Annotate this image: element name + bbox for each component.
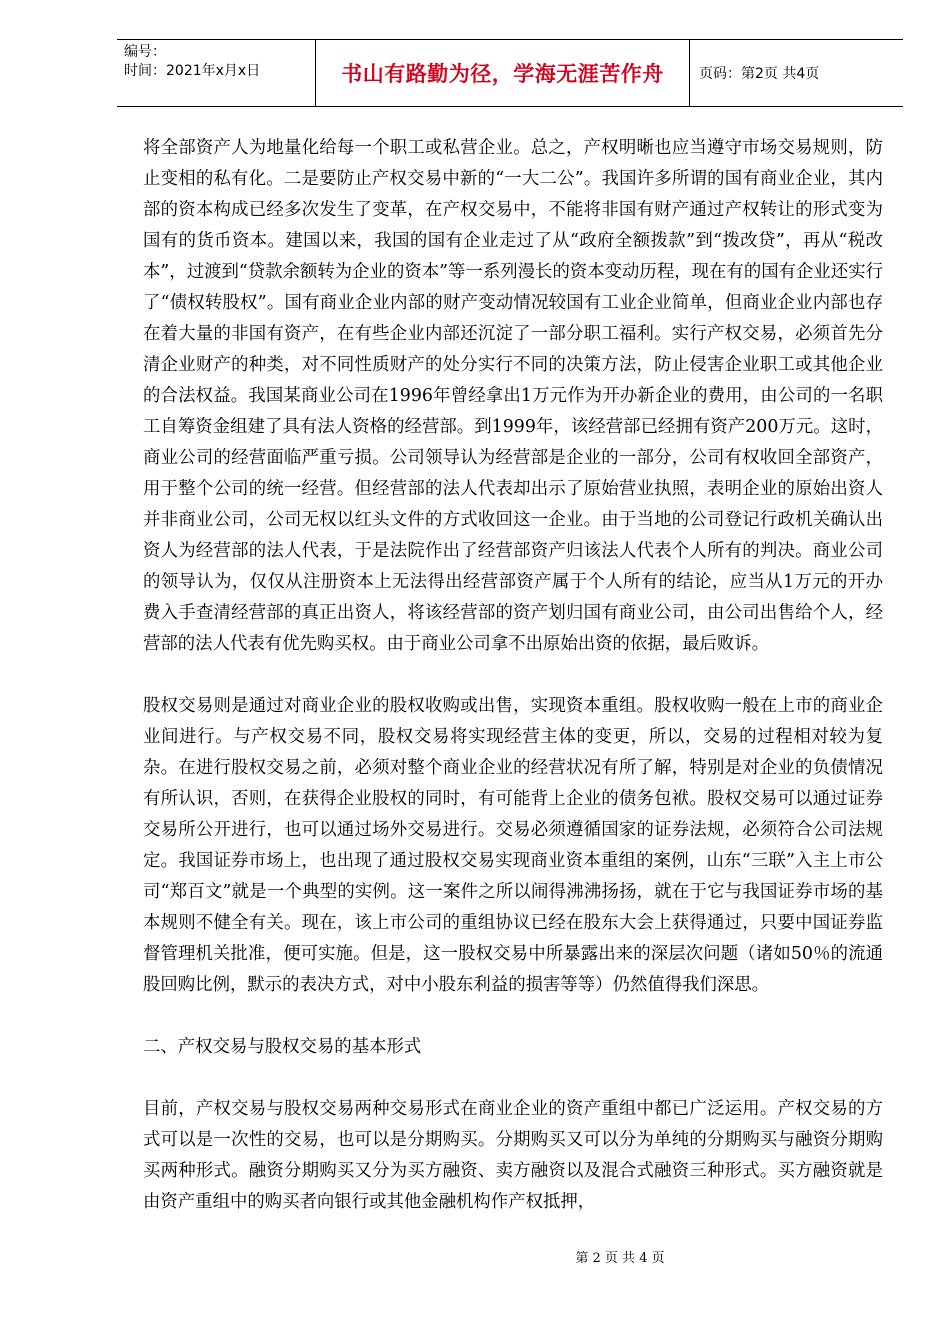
header-page-number: 页码：第2页 共4页 — [699, 66, 820, 82]
paragraph: 股权交易则是通过对商业企业的股权收购或出售，实现资本重组。股权收购一般在上市的商业企业间进行。与产权交易不同，股权交易将实现经营主体的变更，所以，交易的过程相对较为复杂。在进行股权交易之前，必须对整个商业企业的经营状况有所了解，特别是对企业的负债情况有所认识，否则，在获得企业股权的同时，有可能背上企业的债务包袱。股权交易可以通过证券交易所公开进行，也可以通过场外交易进行。交易必须遵循国家的证券法规，必须符合公司法规定。我国证券市场上，也出现了通过股权交易实现商业资本重组的案例，山东“三联”入主上市公司“郑百文”就是一个典型的实例。这一案件之所以闹得沸沸扬扬，就在于它与我国证券市场的基本规则不健全有关。现在，该上市公司的重组协议已经在股东大会上获得通过，只要中国证券监督管理机关批准，便可实施。但是，这一股权交易中所暴露出来的深层次问题（诸如50％的流通股回购比例，默示的表决方式，对中小股东利益的损害等等）仍然值得我们深思。 — [143, 696, 883, 995]
document-number-label: 编号： — [124, 44, 166, 60]
paragraph: 目前，产权交易与股权交易两种交易形式在商业企业的资产重组中都已广泛运用。产权交易的方式可以是一次性的交易，也可以是分期购买。分期购买又可以分为单纯的分期购买与融资分期购买两种形式。融资分期购买又分为买方融资、卖方融资以及混合式融资三种形式。买方融资就是由资产重组中的购买者向银行或其他金融机构作产权抵押， — [143, 1099, 883, 1212]
paragraph: 将全部资产人为地量化给每一个职工或私营企业。总之，产权明晰也应当遵守市场交易规则，防止变相的私有化。二是要防止产权交易中新的“一大二公”。我国许多所谓的国有商业企业，其内部的资本构成已经多次发生了变革，在产权交易中，不能将非国有财产通过产权转让的形式变为国有的货币资本。建国以来，我国的国有企业走过了从“政府全额拨款”到“拨改贷”，再从“税改本”，过渡到“贷款余额转为企业的资本”等一系列漫长的资本变动历程，现在有的国有企业还实行了“债权转股权”。国有商业企业内部的财产变动情况较国有工业企业简单，但商业企业内部也存在着大量的非国有资产，在有些企业内部还沉淀了一部分职工福利。实行产权交易，必须首先分清企业财产的种类，对不同性质财产的处分实行不同的决策方法，防止侵害企业职工或其他企业的合法权益。我国某商业公司在1996年曾经拿出1万元作为开办新企业的费用，由公司的一名职工自筹资金组建了具有法人资格的经营部。到1999年，该经营部已经拥有资产200万元。这时，商业公司的经营面临严重亏损。公司领导认为经营部是企业的一部分，公司有权收回全部资产，用于整个公司的统一经营。但经营部的法人代表却出示了原始营业执照，表明企业的原始出资人并非商业公司，公司无权以红头文件的方式收回这一企业。由于当地的公司登记行政机关确认出资人为经营部的法人代表，于是法院作出了经营部资产归该法人代表个人所有的判决。商业公司的领导认为，仅仅从注册资本上无法得出经营部资产属于个人所有的结论，应当从1万元的开办费入手查清经营部的真正出资人，将该经营部的资产划归国有商业公司，由公司出售给个人，经营部的法人代表有优先购买权。由于商业公司拿不出原始出资的依据，最后败诉。 — [143, 138, 883, 654]
document-time-label: 时间：2021年x月x日 — [124, 63, 261, 79]
document-body — [143, 133, 883, 1218]
header-info-cell — [117, 40, 316, 106]
page-header — [117, 39, 903, 107]
header-motto: 书山有路勤为径，学海无涯苦作舟 — [316, 40, 690, 106]
section-heading: 二、产权交易与股权交易的基本形式 — [143, 1037, 422, 1057]
page-footer: 第 2 页 共 4 页 — [575, 1251, 665, 1266]
